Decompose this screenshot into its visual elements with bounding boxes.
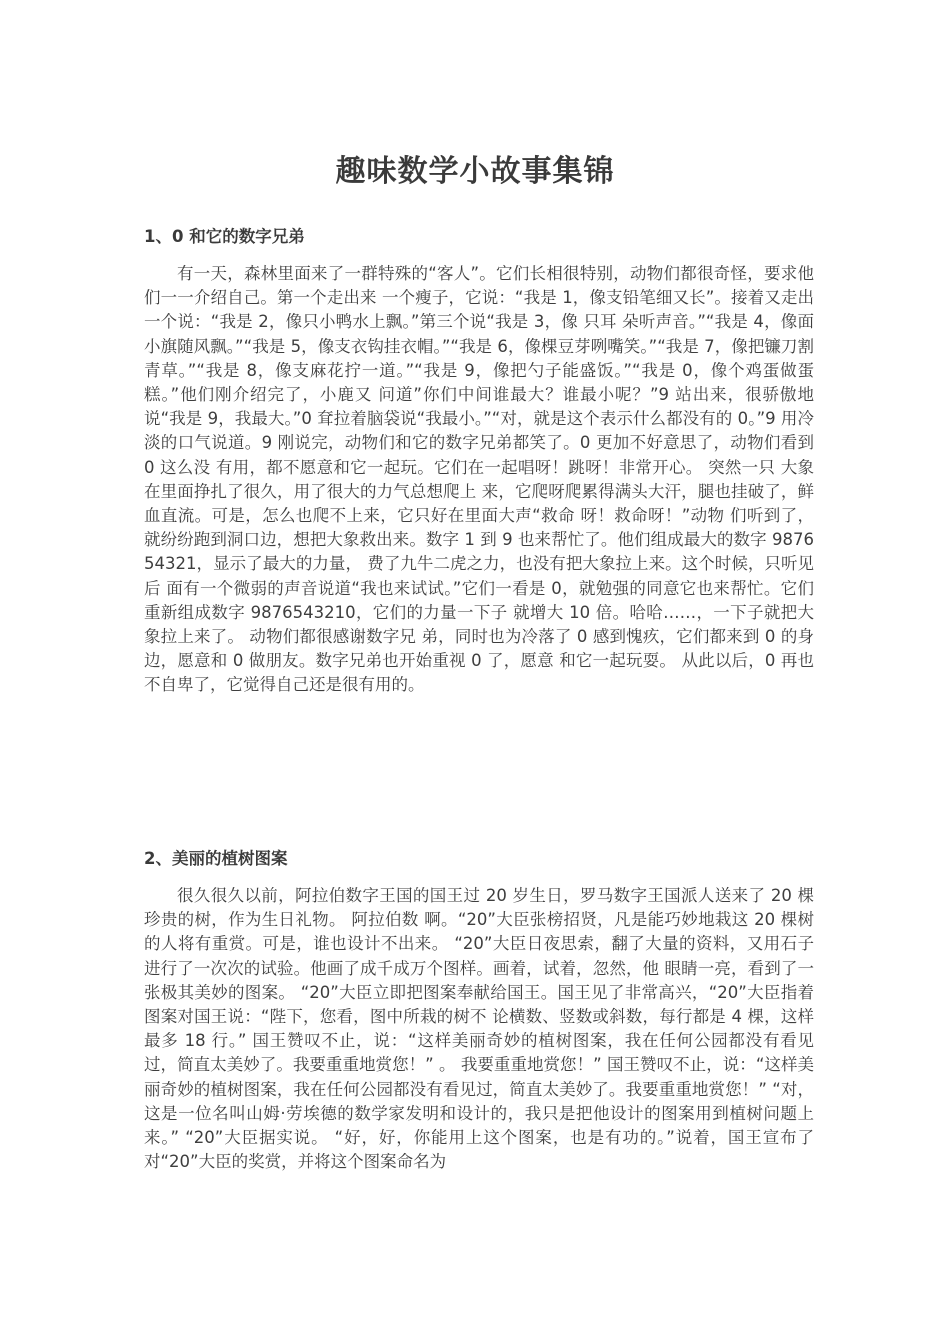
section-paragraph: 很久很久以前，阿拉伯数字王国的国王过 20 岁生日，罗马数字王国派人送来了 20 棵珍贵的树，作为生日礼物。 阿拉伯数 啊。“20”大臣张榜招贤，凡是能巧妙地栽这 20 棵树的人将有重赏。可是，谁也设计不出来。 “20”大臣日夜思索，翻了大量的资料，又用石子进行了一次次的试验。他画了成千成万个图样。画着，试着，忽然，他 眼睛一亮，看到了一张极其美妙的图案。 “20”大臣立即把图案奉献给国王。国王见了非常高兴，“20”大臣指着图案对国王说：“陛下，您看，图中所栽的树不 论横数、竖数或斜数，每行都是 4 棵，这样最多 18 行。” 国王赞叹不止，说：“这样美丽奇妙的植树图案，我在任何公园都没有看见过，简直太美妙了。我要重重地赏您！” 。 我要重重地赏您！” 国王赞叹不止，说：“这样美丽奇妙的植树图案，我在任何公园都没有看见过，简直太美妙了。我要重重地赏您！” “对，这是一位名叫山姆·劳埃德的数学家发明和设计的，我只是把他设计的图案用到植树问题上来。” “20”大臣据实说。 “好，好，你能用上这个图案，也是有功的。”说着，国王宣布了对“20”大臣的奖赏，并将这个图案命名为 [144,886,814,1172]
section-paragraph: 有一天，森林里面来了一群特殊的“客人”。它们长相很特别，动物们都很奇怪，要求他们一一介绍自己。第一个走出来 一个瘦子，它说：“我是 1，像支铅笔细又长”。接着又走出一个说：“我是 2，像只小鸭水上飘。”第三个说“我是 3，像 只耳 朵听声音。”“我是 4，像面小旗随风飘。”“我是 5，像支衣钩挂衣帽。”“我是 6，像棵豆芽咧嘴笑。”“我是 7，像把镰刀割 青草。”“我是 8，像支麻花拧一道。”“我是 9，像把勺子能盛饭。”“我是 0，像个鸡蛋做蛋糕。”他们刚介绍完了，小鹿又 问道”你们中间谁最大？谁最小呢？”9 站出来，很骄傲地说“我是 9，我最大。”0 耷拉着脑袋说“我最小。”“对，就是这个表示什么都没有的 0。”9 用冷淡的口气说道。9 刚说完，动物们和它的数字兄弟都笑了。0 更加不好意思了，动物们看到 0 这么没 有用，都不愿意和它一起玩。它们在一起唱呀！跳呀！非常开心。 突然一只 大象在里面挣扎了很久，用了很大的力气总想爬上 来，它爬呀爬累得满头大汗，腿也挂破了，鲜血直流。可是，怎么也爬不上来，它只好在里面大声“救命 呀！救命呀！”动物 们听到了，就纷纷跑到洞口边，想把大象救出来。数字 1 到 9 也来帮忙了。他们组成最大的数字 987654321，显示了最大的力量， 费了九牛二虎之力，也没有把大象拉上来。这个时候，只听见后 面有一个微弱的声音说道“我也来试试。”它们一看是 0，就勉强的同意它也来帮忙。它们重新组成数字 9876543210，它们的力量一下子 就增大 10 倍。哈哈……，一下子就把大象拉上来了。 动物们都很感谢数字兄 弟，同时也为冷落了 0 感到愧疚，它们都来到 0 的身 边，愿意和 0 做朋友。数字兄弟也开始重视 0 了，愿意 和它一起玩耍。 从此以后，0 再也不自卑了，它觉得自己还是很有用的。 [144,264,814,695]
document-title: 趣味数学小故事集锦 [335,154,615,189]
section-heading: 2、美丽的植树图案 [144,849,288,868]
section-2 [144,848,814,1174]
section-1 [144,226,814,698]
section-heading: 1、0 和它的数字兄弟 [144,227,305,246]
